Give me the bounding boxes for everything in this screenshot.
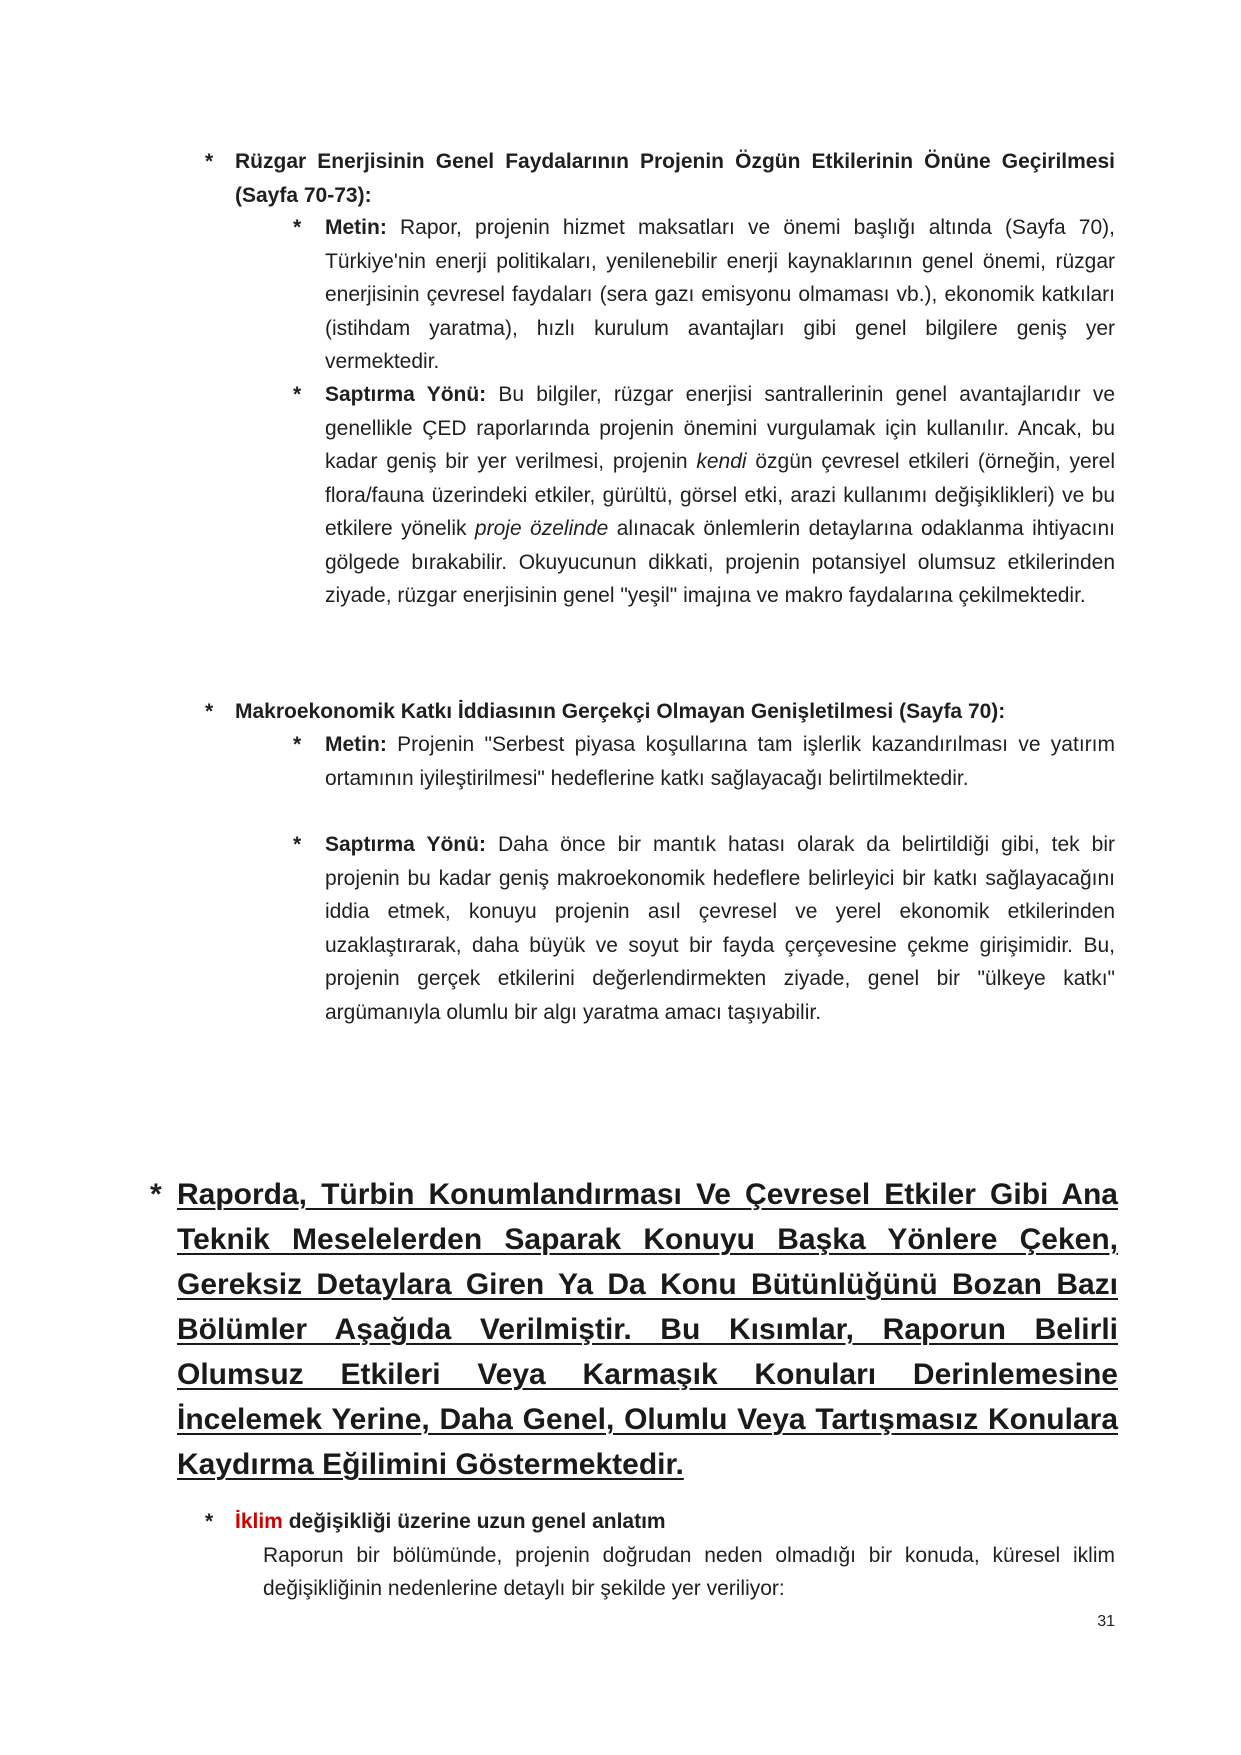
major-heading-text: Raporda, Türbin Konumlandırması Ve Çevresel Etkiler Gibi Ana Teknik Meselelerden Saparak Konuyu Başka Yönlere Çeken, Gereksiz Detaylara Giren Ya Da Konu Bütünlüğünü Bozan Bazı Bölümler Aşağıda Verilmiştir. Bu Kısımlar, Raporun Belirli Olumsuz Etkileri Veya Karmaşık Konuları Derinlemesine İncelemek Yerine, Daha Genel, Olumlu Veya Tartışmasız Konulara Kaydırma Eğilimini Göstermektedir. [177, 1178, 1118, 1481]
bullet-marker: * [205, 150, 214, 173]
item-text: alınacak önlemlerin detaylarına odaklanma ihtiyacını gölgede bırakabilir. Okuyucunun dikkati, projenin potansiyel olumsuz etkilerinden ziyade, rüzgar enerjisinin genel "yeşil" imajına ve makro faydalarına çekilmektedir. [325, 517, 1115, 607]
item-text: Projenin "Serbest piyasa koşullarına tam işlerlik kazandırılması ve yatırım ortamının iyileştirilmesi" hedeflerine katkı sağlayacağı belirtilmektedir. [325, 733, 1115, 790]
item-label: Metin: [325, 733, 387, 756]
major-heading [150, 1172, 1118, 1487]
section-2-item-metin [293, 728, 1115, 795]
section-2 [205, 695, 1115, 729]
item-paragraph [325, 211, 1115, 379]
section-heading: Rüzgar Enerjisinin Genel Faydalarının Projenin Özgün Etkilerinin Önüne Geçirilmesi (Sayfa 70-73): [235, 150, 1115, 207]
page-number: 31 [1097, 1613, 1115, 1630]
item-text: Bu bilgiler, rüzgar enerjisi santrallerinin genel avantajlarıdır ve genellikle ÇED raporlarında projenin önemini vurgulamak için kullanılır. Ancak, bu kadar geniş bir yer verilmesi, projenin [325, 383, 1115, 473]
item-paragraph [325, 378, 1115, 613]
item-paragraph [325, 728, 1115, 795]
item-paragraph [325, 828, 1115, 1029]
item-text: özgün çevresel etkileri (örneğin, yerel flora/fauna üzerindeki etkiler, gürültü, görsel etki, arazi kullanımı değişiklikleri) ve bu etkilere yönelik [325, 450, 1116, 540]
item-emphasis: kendi [696, 450, 747, 473]
item-text: Daha önce bir mantık hatası olarak da belirtildiği gibi, tek bir projenin bu kadar geniş makroekonomik hedeflere belirleyici bir katkı sağlayacağını iddia etmek, konuyu projenin asıl çevresel ve yerel ekonomik etkilerinden uzaklaştırarak, daha büyük ve soyut bir fayda çerçevesine çekme girişimidir. Bu, projenin gerçek etkilerini değerlendirmekten ziyade, genel bir "ülkeye katkı" argümanıyla olumlu bir algı yaratma amacı taşıyabilir. [325, 833, 1115, 1024]
section-2-item-saptirma [293, 828, 1115, 1029]
item-text: Rapor, projenin hizmet maksatları ve önemi başlığı altında (Sayfa 70), Türkiye'nin enerji politikaları, yenilenebilir enerji kaynaklarının genel önemi, rüzgar enerjisinin çevresel faydaları (sera gazı emisyonu olmaması vb.), ekonomik katkıları (istihdam yaratma), hızlı kurulum avantajları gibi genel bilgilere geniş yer vermektedir. [325, 216, 1115, 373]
section-heading [235, 1505, 1115, 1539]
bullet-marker: * [293, 733, 302, 756]
bullet-marker: * [205, 700, 214, 723]
section-1-item-metin [293, 211, 1115, 379]
item-label: Saptırma Yönü: [325, 383, 487, 406]
item-emphasis: proje özelinde [474, 517, 609, 540]
item-label: Metin: [325, 216, 387, 239]
bullet-marker: * [293, 216, 302, 239]
bullet-marker: * [150, 1178, 162, 1211]
section-heading: Makroekonomik Katkı İddiasının Gerçekçi Olmayan Genişletilmesi (Sayfa 70): [235, 700, 1006, 723]
section-1-item-saptirma [293, 378, 1115, 613]
climate-section [205, 1505, 1115, 1606]
climate-body: Raporun bir bölümünde, projenin doğrudan neden olmadığı bir konuda, küresel iklim değişikliğinin nedenlerine detaylı bir şekilde yer veriliyor: [263, 1543, 1115, 1600]
item-label: Saptırma Yönü: [325, 833, 486, 856]
heading-rest: değişikliği üzerine uzun genel anlatım [288, 1510, 666, 1533]
bullet-marker: * [293, 833, 302, 856]
bullet-marker: * [205, 1510, 214, 1533]
section-1 [205, 145, 1115, 212]
bullet-marker: * [293, 383, 302, 406]
highlighted-word: İklim [235, 1510, 283, 1533]
